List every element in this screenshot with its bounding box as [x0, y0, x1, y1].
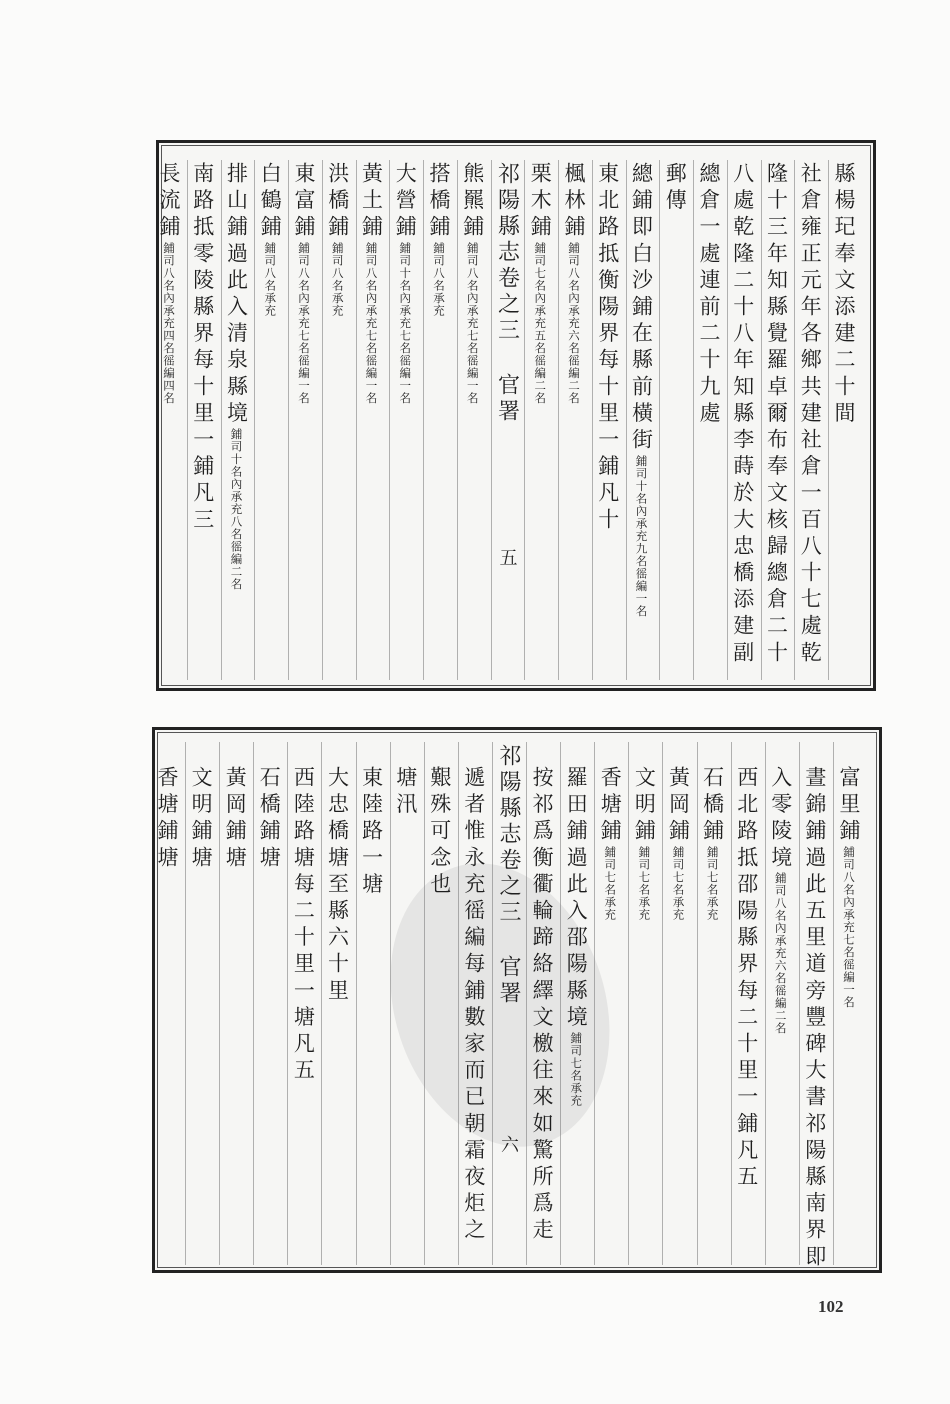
- text-column: [258, 162, 283, 317]
- column-annotation: 鋪司八名承充: [263, 241, 278, 317]
- column-main-text: 栗木鋪: [528, 162, 553, 242]
- column-main-text: 白鶴鋪: [258, 162, 283, 242]
- column-annotation: 鋪司八名內承充七名徭編一名: [364, 241, 379, 405]
- column-main-text: 隆十三年知縣覺羅卓爾布奉文核歸總倉二十: [764, 162, 789, 668]
- column-rule: [560, 742, 561, 1265]
- column-rule: [356, 160, 357, 680]
- column-annotation: 鋪司八名內承充四名徭編四名: [162, 241, 176, 405]
- column-main-text: 大忠橋塘至縣六十里: [325, 766, 350, 1006]
- column-main-text: 社倉雍正元年各鄉共建社倉一百八十七處乾: [798, 162, 823, 668]
- column-annotation: 鋪司八名內承充六名徭編二名: [567, 241, 581, 405]
- column-rule: [799, 742, 800, 1265]
- text-column: [528, 162, 553, 405]
- column-main-text: 祁陽縣志卷之三 官署: [494, 162, 520, 425]
- column-main-text: 西陸路塘每二十里一塘凡五: [291, 766, 316, 1086]
- text-column: [463, 766, 484, 1245]
- text-column: [429, 766, 450, 899]
- text-column: [598, 766, 623, 921]
- text-column: [223, 766, 248, 873]
- text-column: [327, 162, 348, 317]
- column-annotation: 鋪司七名內承充五名徭編二名: [533, 241, 548, 405]
- folio-number: 五: [496, 548, 518, 572]
- column-annotation: 鋪司八名內承充七名徭編一名: [465, 241, 480, 405]
- column-main-text: 塘汛: [393, 766, 418, 820]
- column-main-text: 羅田鋪過此入邵陽縣境: [564, 766, 589, 1032]
- text-column: [668, 766, 689, 921]
- column-rule: [526, 742, 527, 1265]
- text-column: [736, 766, 757, 1192]
- column-main-text: 香塘鋪: [598, 766, 623, 846]
- column-main-text: 富里鋪: [837, 766, 861, 846]
- column-main-text: 晝錦鋪過此五里道旁豐碑大書祁陽縣南界即: [802, 766, 827, 1272]
- text-column: [156, 766, 177, 872]
- column-main-text: 東富鋪: [292, 162, 316, 242]
- column-main-text: 東陸路一塘: [359, 766, 384, 899]
- column-rule: [731, 742, 732, 1265]
- column-annotation: 鋪司七名承充: [603, 845, 618, 921]
- column-rule: [833, 742, 834, 1265]
- text-column: [226, 162, 247, 591]
- column-rule: [219, 742, 220, 1265]
- column-main-text: 長流鋪: [157, 162, 181, 242]
- text-column: [462, 162, 483, 404]
- text-column: [766, 162, 787, 667]
- column-main-text: 縣楊玘奉文添建二十間: [832, 162, 856, 428]
- column-rule: [628, 742, 629, 1265]
- column-rule: [423, 160, 424, 680]
- column-annotation: 鋪司八名承充: [432, 241, 446, 317]
- column-main-text: 黃岡鋪塘: [223, 766, 248, 873]
- column-main-text: 文明鋪: [632, 766, 657, 846]
- text-column: [189, 766, 214, 873]
- column-main-text: 東北路抵衡陽界每十里一鋪凡十: [595, 162, 620, 535]
- text-column: [428, 162, 449, 317]
- column-annotation: 鋪司七名承充: [671, 845, 686, 921]
- column-main-text: 香塘鋪塘: [155, 766, 179, 873]
- column-rule: [492, 742, 493, 1265]
- column-rule: [457, 160, 458, 680]
- column-rule: [659, 160, 660, 680]
- text-column: [833, 162, 854, 428]
- column-annotation: 鋪司八名內承充七名徭編一名: [842, 845, 856, 1009]
- column-rule: [828, 160, 829, 680]
- text-column: [293, 162, 314, 404]
- column-main-text: 搭橋鋪: [427, 162, 451, 242]
- column-main-text: 排山鋪過此入清泉縣境: [224, 162, 249, 428]
- column-main-text: 艱殊可念也: [427, 766, 452, 899]
- column-rule: [626, 160, 627, 680]
- column-annotation: 鋪司八名承充: [330, 241, 345, 317]
- column-main-text: 黃土鋪: [359, 162, 384, 242]
- column-rule: [254, 160, 255, 680]
- column-rule: [761, 160, 762, 680]
- column-main-text: 祁陽縣志卷之三 官署: [496, 744, 521, 1007]
- column-rule: [288, 160, 289, 680]
- column-main-text: 石橋鋪: [700, 766, 725, 846]
- column-main-text: 大營鋪: [393, 162, 418, 242]
- column-rule: [185, 742, 186, 1265]
- column-main-text: 洪橋鋪: [325, 162, 350, 242]
- column-main-text: 入零陵境: [768, 766, 793, 873]
- column-rule: [592, 160, 593, 680]
- text-column: [770, 766, 791, 1035]
- text-column: [702, 766, 723, 921]
- column-rule: [389, 160, 390, 680]
- column-annotation: 鋪司七名承充: [569, 1032, 584, 1107]
- column-main-text: 黃岡鋪: [666, 766, 691, 846]
- column-annotation: 鋪司八名內承充六名徭編二名: [773, 872, 788, 1035]
- text-column: [631, 162, 652, 617]
- column-main-text: 南路抵零陵縣界每十里一鋪凡三: [190, 162, 215, 535]
- text-column: [804, 766, 825, 1271]
- column-rule: [727, 160, 728, 680]
- text-column: [597, 162, 618, 534]
- column-rule: [321, 742, 322, 1265]
- column-annotation: 鋪司八名內承充七名徭編一名: [297, 241, 311, 405]
- text-column: [361, 766, 382, 899]
- column-rule: [524, 160, 525, 680]
- page-title-column: [496, 162, 518, 425]
- column-main-text: 熊羆鋪: [460, 162, 485, 242]
- column-main-text: 八處乾隆二十八年知縣李蒔於大忠橋添建副: [730, 162, 755, 668]
- page-number: 102: [818, 1297, 844, 1316]
- column-main-text: 郵傳: [663, 162, 688, 216]
- text-column: [395, 766, 416, 819]
- column-annotation: 鋪司十名內承充七名徭編一名: [398, 241, 413, 405]
- column-annotation: 鋪司七名承充: [637, 845, 652, 921]
- text-column: [291, 766, 316, 1086]
- column-rule: [187, 160, 188, 680]
- column-rule: [693, 160, 694, 680]
- text-column: [530, 766, 555, 1245]
- column-rule: [662, 742, 663, 1265]
- column-annotation: 鋪司十名內承充八名徭編二名: [229, 428, 244, 591]
- column-main-text: 遞者惟永充徭編每鋪數家而已朝霜夜炬之: [461, 766, 486, 1245]
- text-column: [663, 162, 688, 216]
- folio-number: 六: [498, 1135, 519, 1159]
- column-annotation: 鋪司十名內承充九名徭編一名: [634, 454, 649, 618]
- text-column: [732, 162, 753, 667]
- page-title-column: [497, 744, 519, 1007]
- column-rule: [287, 742, 288, 1265]
- text-column: [563, 162, 584, 404]
- text-column: [632, 766, 657, 921]
- column-rule: [322, 160, 323, 680]
- text-column: [192, 162, 213, 534]
- column-rule: [424, 742, 425, 1265]
- text-column: [698, 162, 719, 428]
- column-rule: [697, 742, 698, 1265]
- text-column: [361, 162, 382, 404]
- text-column: [564, 766, 589, 1107]
- text-column: [257, 766, 282, 873]
- column-rule: [558, 160, 559, 680]
- column-main-text: 楓林鋪: [562, 162, 586, 242]
- text-column: [393, 162, 418, 405]
- column-rule: [221, 160, 222, 680]
- text-column: [798, 162, 823, 668]
- column-main-text: 文明鋪塘: [189, 766, 214, 873]
- column-rule: [253, 742, 254, 1265]
- column-rule: [794, 160, 795, 680]
- column-main-text: 石橋鋪塘: [257, 766, 282, 873]
- column-rule: [390, 742, 391, 1265]
- column-main-text: 西北路抵邵陽縣界每二十里一鋪凡五: [734, 766, 759, 1192]
- column-annotation: 鋪司七名承充: [705, 845, 720, 921]
- column-main-text: 總鋪即白沙鋪在縣前橫街: [629, 162, 654, 455]
- column-rule: [356, 742, 357, 1265]
- text-column: [158, 162, 179, 404]
- column-main-text: 按祁爲衡衢輪蹄絡繹文檄往來如驚所爲走: [530, 766, 555, 1245]
- column-main-text: 總倉一處連前二十九處: [697, 162, 721, 428]
- column-rule: [765, 742, 766, 1265]
- text-column: [327, 766, 348, 1005]
- text-column: [838, 766, 859, 1008]
- column-rule: [594, 742, 595, 1265]
- column-rule: [458, 742, 459, 1265]
- column-rule: [491, 160, 492, 680]
